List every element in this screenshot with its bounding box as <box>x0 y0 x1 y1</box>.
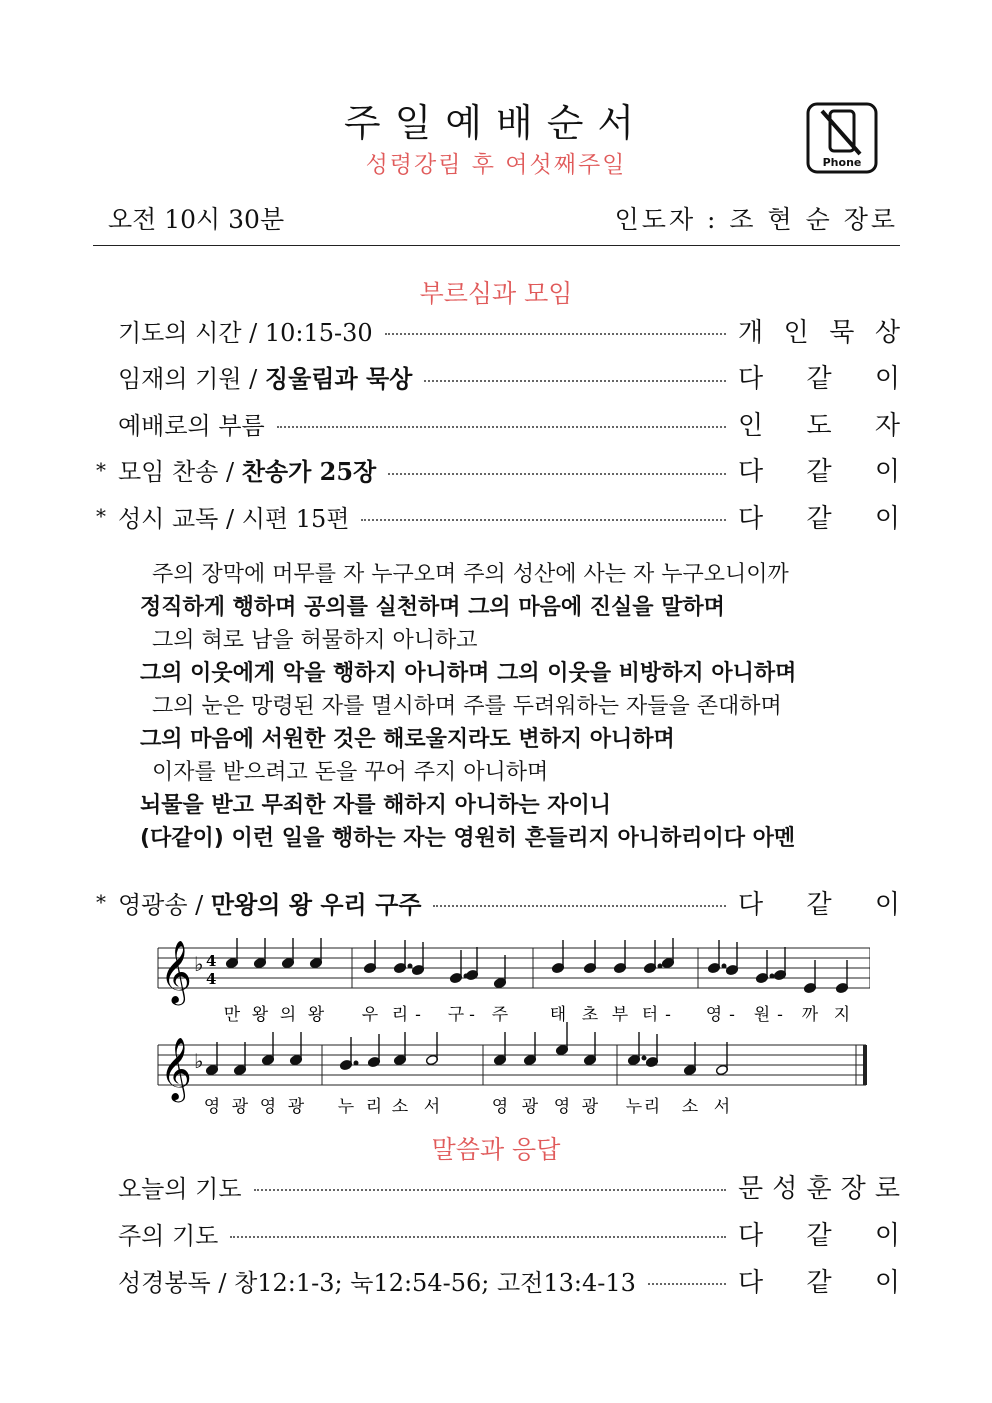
order-item-role: 다 같 이 <box>738 457 900 487</box>
lyric-syllable: 광 <box>521 1097 539 1117</box>
no-phone-icon <box>806 102 878 174</box>
order-item-text: 임재의 기원 / <box>118 365 265 393</box>
order-item-label <box>118 406 265 441</box>
dot-leader <box>388 473 726 475</box>
lyric-syllable: 영 <box>553 1097 571 1117</box>
lyric-syllable: 서 <box>713 1097 731 1117</box>
order-item <box>96 882 900 922</box>
responsive-reading <box>140 558 900 855</box>
lyric-syllable: - <box>469 1005 475 1025</box>
order-item-role: 다 같 이 <box>738 503 900 534</box>
order-item-label <box>118 1169 242 1204</box>
order-item <box>96 1166 900 1206</box>
reading-congregation-line: 그의 마음에 서원한 것은 해로울지라도 변하지 아니하며 <box>140 727 675 752</box>
lyric-syllable: 왕 <box>251 1005 269 1025</box>
lyric-syllable: 영 <box>491 1097 509 1117</box>
svg-text:4: 4 <box>206 952 217 970</box>
order-item-bold: 만왕의 왕 우리 구주 <box>210 889 422 919</box>
lyric-syllable: 소 <box>681 1097 699 1117</box>
lyric-syllable: 구 <box>447 1005 465 1025</box>
order-item-text: 주의 기도 <box>118 1221 219 1250</box>
order-item <box>96 1213 900 1253</box>
order-item <box>96 357 900 397</box>
order-item-text: 영광송 / <box>118 890 211 919</box>
lyric-syllable: 주 <box>491 1005 509 1025</box>
note-dot <box>642 1056 646 1060</box>
lyric-syllable: 터 <box>641 1005 659 1025</box>
lyric-syllable: - <box>729 1005 735 1025</box>
section-title-word: 말씀과 응답 <box>431 1135 561 1164</box>
lyric-syllable: 서 <box>423 1097 441 1117</box>
dot-leader <box>424 380 726 382</box>
lyric-syllable: - <box>415 1005 421 1025</box>
standing-mark: * <box>96 504 106 528</box>
lyric-syllable: 누 <box>625 1097 643 1117</box>
dot-leader <box>648 1283 726 1285</box>
lyric-syllable: 영 <box>259 1097 277 1117</box>
note-dot <box>770 974 774 978</box>
lyric-syllable: - <box>777 1005 783 1025</box>
dot-leader <box>277 426 726 428</box>
dot-leader <box>433 905 726 907</box>
reading-congregation-line: 정직하게 행하며 공의를 실천하며 그의 마음에 진실을 말하며 <box>140 595 725 620</box>
order-item-bold: 찬송가 25장 <box>241 457 377 486</box>
order-item <box>96 496 900 536</box>
order-item-role: 인 도 자 <box>738 410 900 441</box>
lyric-syllable: 영 <box>203 1097 221 1117</box>
reading-congregation-line: 그의 이웃에게 악을 행하지 아니하며 그의 이웃을 비방하지 아니하며 <box>140 661 797 686</box>
lyric-syllable: 지 <box>833 1005 851 1025</box>
note-dot <box>722 964 726 968</box>
lyric-syllable: 리 <box>643 1097 661 1117</box>
section-title-call: 부르심과 모임 <box>419 279 573 308</box>
lyric-syllable: 왕 <box>307 1005 325 1025</box>
order-item-role: 다 같 이 <box>738 889 900 920</box>
order-item-role: 개 인 묵 상 <box>738 317 900 348</box>
lyric-syllable: 영 <box>705 1005 723 1025</box>
lyric-syllable: 까 <box>801 1005 819 1025</box>
treble-clef-icon: 𝄞 <box>160 940 192 1003</box>
reading-leader-line: 그의 눈은 망령된 자를 멸시하며 주를 두려워하는 자들을 존대하며 <box>152 694 782 719</box>
order-item-role: 다 같 이 <box>738 1267 900 1298</box>
lyric-syllable: 태 <box>549 1005 567 1025</box>
lyric-syllable: 우 <box>361 1005 379 1025</box>
order-item-label <box>118 1216 218 1251</box>
lyric-syllable: 소 <box>391 1097 409 1117</box>
order-item <box>96 1260 900 1300</box>
reading-congregation-line: 뇌물을 받고 무죄한 자를 해하지 아니하는 자이니 <box>140 793 611 818</box>
dot-leader <box>254 1189 726 1191</box>
dot-leader <box>230 1236 726 1238</box>
dot-leader <box>361 519 726 521</box>
note-dot <box>408 964 412 968</box>
lyric-syllable: 누 <box>337 1097 355 1117</box>
order-item-text: 모임 찬송 / <box>118 458 242 486</box>
lyric-syllable: 광 <box>231 1097 249 1117</box>
service-time: 오전 10시 30분 <box>108 205 285 234</box>
flat-icon: ♭ <box>194 1049 204 1073</box>
order-item-text: 성시 교독 / 시편 15편 <box>118 504 350 533</box>
reading-leader-line: 그의 혀로 남을 허물하지 아니하고 <box>152 628 478 653</box>
order-item <box>96 450 900 490</box>
order-item-label <box>118 452 376 487</box>
lyric-syllable: 리 <box>391 1005 409 1025</box>
order-item-text: 기도의 시간 / 10:15-30 <box>118 318 373 347</box>
service-leader: 인도자 : 조 현 순 장로 <box>614 205 898 234</box>
standing-mark: * <box>96 890 106 914</box>
lyric-syllable: 만 <box>223 1005 241 1025</box>
note-dot <box>658 964 662 968</box>
music-score <box>150 938 870 1128</box>
note-dot <box>354 1061 358 1065</box>
lyric-syllable: - <box>665 1005 671 1025</box>
lyric-syllable: 광 <box>581 1097 599 1117</box>
reading-congregation-line: (다같이) 이런 일을 행하는 자는 영원히 흔들리지 아니하리이다 아멘 <box>140 826 796 851</box>
page-title: 주일예배순서 <box>343 101 649 145</box>
lyric-syllable: 초 <box>581 1005 599 1025</box>
order-item-text: 예배로의 부름 <box>118 411 265 440</box>
reading-leader-line: 주의 장막에 머무를 자 누구오며 주의 성산에 사는 자 누구오니이까 <box>152 562 789 587</box>
order-item-role: 문 성 훈 장 로 <box>738 1173 900 1204</box>
order-item-label <box>118 359 412 394</box>
page-subtitle: 성령강림 후 여섯째주일 <box>365 152 627 178</box>
lyric-syllable: 의 <box>279 1005 297 1025</box>
order-item <box>96 310 900 350</box>
phone-icon-label: Phone <box>822 156 862 169</box>
order-item-role: 다 같 이 <box>738 1220 900 1251</box>
order-item-label <box>118 499 349 534</box>
standing-mark: * <box>96 457 106 482</box>
dot-leader <box>385 333 726 335</box>
order-item-text: 성경봉독 / 창12:1-3; 눅12:54-56; 고전13:4-13 <box>118 1268 636 1297</box>
order-item-bold: 징울림과 묵상 <box>264 364 413 393</box>
order-item-role: 다 같 이 <box>738 364 900 394</box>
svg-text:4: 4 <box>206 970 217 988</box>
order-item-label <box>118 313 373 348</box>
order-item-label <box>118 885 421 920</box>
lyric-syllable: 부 <box>611 1005 629 1025</box>
lyric-syllable: 리 <box>365 1097 383 1117</box>
order-item-label <box>118 1263 636 1298</box>
order-item-text: 오늘의 기도 <box>118 1174 242 1203</box>
header-divider <box>93 245 900 246</box>
lyric-syllable: 광 <box>287 1097 305 1117</box>
order-item <box>96 403 900 443</box>
lyric-syllable: 원 <box>753 1005 771 1025</box>
reading-leader-line: 이자를 받으려고 돈을 꾸어 주지 아니하며 <box>152 760 549 785</box>
flat-icon: ♭ <box>194 952 204 976</box>
treble-clef-icon: 𝄞 <box>160 1037 192 1100</box>
